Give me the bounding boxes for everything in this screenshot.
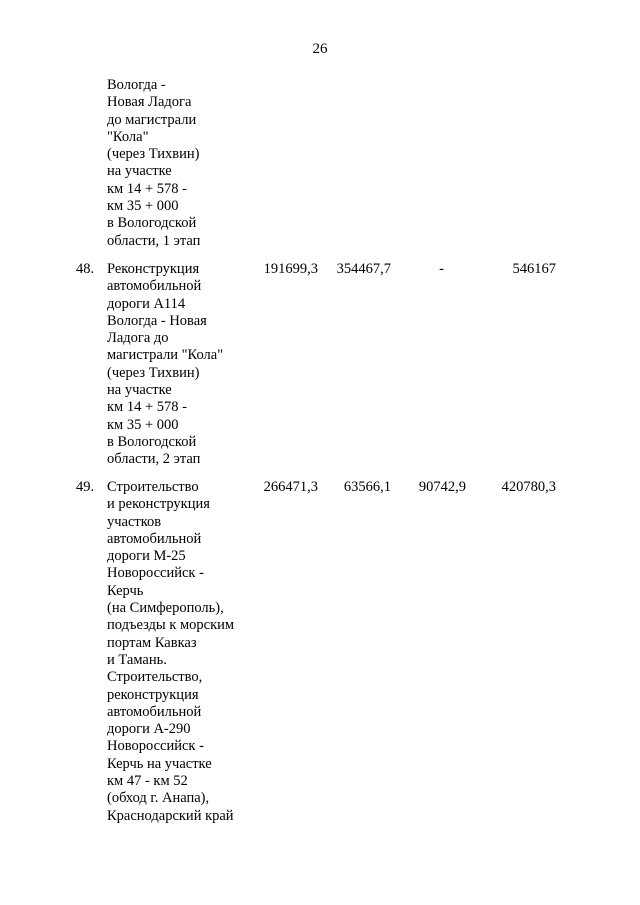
- description-line: Керчь на участке: [107, 755, 212, 772]
- value-cell: 266471,3: [263, 479, 318, 495]
- description-line: Новороссийск -: [107, 565, 204, 582]
- description-line: реконструкция: [107, 686, 199, 703]
- description-line: дороги А-290: [107, 721, 191, 738]
- description-line: Новороссийск -: [107, 738, 204, 755]
- row-number: 49.: [76, 479, 95, 495]
- description-line: Строительство,: [107, 669, 203, 686]
- description-line: км 35 + 000: [107, 198, 179, 215]
- description-line: Строительство: [107, 479, 199, 495]
- description-line: дороги А114: [107, 295, 186, 312]
- description-line: км 14 + 578 -: [107, 399, 187, 416]
- description-line: Реконструкция: [107, 261, 200, 277]
- description-line: и Тамань.: [107, 651, 167, 668]
- description-line: Вологда -: [107, 77, 166, 93]
- description-line: (через Тихвин): [107, 146, 200, 163]
- description-line: Вологда - Новая: [107, 312, 207, 329]
- description-line: км 35 + 000: [107, 416, 179, 433]
- value-cell: 354467,7: [336, 261, 391, 277]
- row-description: [107, 77, 247, 250]
- description-line: Керчь: [107, 582, 144, 599]
- description-line: дороги М-25: [107, 548, 186, 565]
- description-line: до магистрали: [107, 111, 197, 128]
- description-line: "Кола": [107, 128, 149, 145]
- description-line: (на Симферополь),: [107, 600, 224, 617]
- row-number: 48.: [76, 261, 95, 277]
- description-line: области, 1 этап: [107, 232, 201, 249]
- description-line: автомобильной: [107, 278, 202, 295]
- description-line: магистрали "Кола": [107, 347, 224, 364]
- value-cell: 191699,3: [263, 261, 318, 277]
- description-line: участков: [107, 513, 162, 530]
- description-line: Краснодарский край: [107, 807, 234, 824]
- description-line: на участке: [107, 163, 172, 180]
- description-line: области, 2 этап: [107, 451, 201, 468]
- description-line: Новая Ладога: [107, 94, 192, 111]
- value-cell: -: [439, 261, 444, 277]
- description-line: на участке: [107, 382, 172, 399]
- description-line: (обход г. Анапа),: [107, 790, 210, 807]
- description-line: в Вологодской: [107, 215, 197, 232]
- description-line: портам Кавказ: [107, 634, 197, 651]
- description-line: и реконструкция: [107, 496, 210, 513]
- value-cell: 90742,9: [418, 479, 466, 495]
- value-cell: 546167: [512, 261, 556, 277]
- row-description: [107, 479, 247, 825]
- row-description: [107, 261, 247, 469]
- description-line: автомобильной: [107, 703, 202, 720]
- description-line: (через Тихвин): [107, 364, 200, 381]
- description-line: км 47 - км 52: [107, 773, 188, 790]
- value-cell: 420780,3: [501, 479, 556, 495]
- description-line: подъезды к морским: [107, 617, 235, 634]
- description-line: Ладога до: [107, 330, 169, 347]
- value-cell: 63566,1: [343, 479, 391, 495]
- description-line: км 14 + 578 -: [107, 180, 187, 197]
- page-number: 26: [312, 41, 328, 57]
- description-line: автомобильной: [107, 530, 202, 547]
- description-line: в Вологодской: [107, 433, 197, 450]
